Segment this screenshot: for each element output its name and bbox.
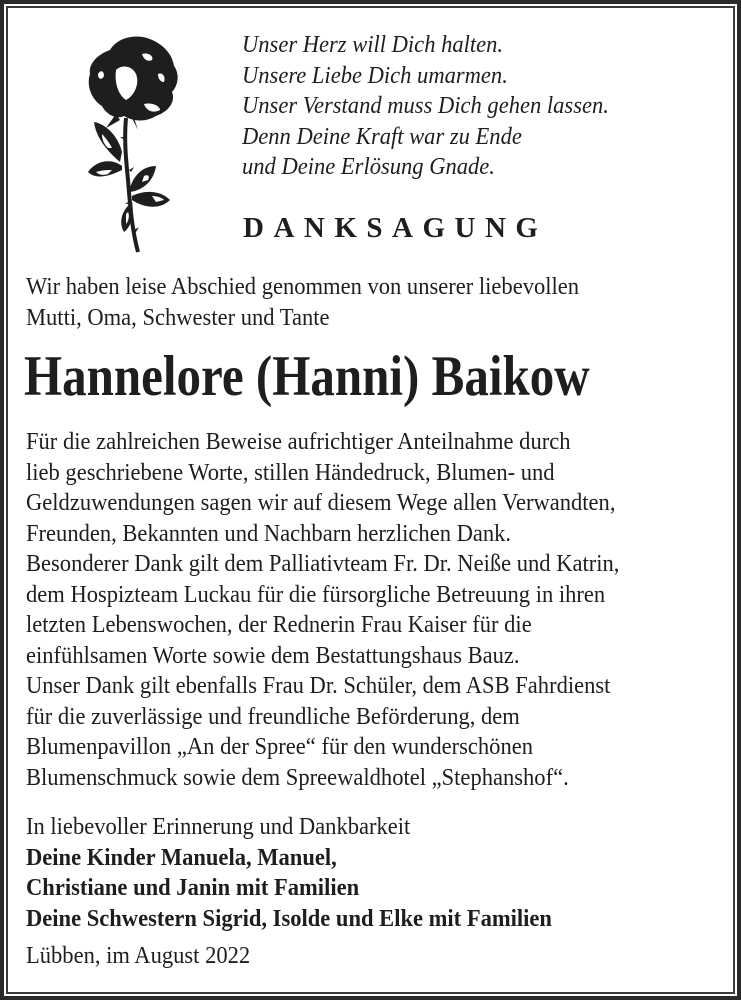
deceased-name: Hannelore (Hanni) Baikow <box>24 345 590 408</box>
poem <box>242 30 609 183</box>
signer-line: Deine Schwestern Sigrid, Isolde und Elke mit Familien <box>26 904 552 932</box>
intro-text <box>26 272 579 333</box>
thank-you-text <box>26 427 619 793</box>
body-line: Blumenpavillon „An der Spree“ für den wunderschönen <box>26 733 534 760</box>
rose-icon <box>72 30 182 255</box>
poem-line: und Deine Erlösung Gnade. <box>242 153 495 180</box>
signer-line: Christiane und Janin mit Familien <box>26 874 360 901</box>
intro-line: Mutti, Oma, Schwester und Tante <box>26 303 330 331</box>
intro-line: Wir haben leise Abschied genommen von unserer liebevollen <box>26 273 580 300</box>
body-line: letzten Lebenswochen, der Rednerin Frau Kaiser für die <box>26 611 532 638</box>
body-line: Geldzuwendungen sagen wir auf diesem Wege allen Verwandten, <box>26 489 616 516</box>
body-line: Blumenschmuck sowie dem Spreewaldhotel „Stephanshof“. <box>26 763 569 791</box>
body-line: für die zuverlässige und freundliche Beförderung, dem <box>26 702 520 730</box>
closing-line: In liebevoller Erinnerung und Dankbarkeit <box>26 813 411 840</box>
poem-line: Unser Herz will Dich halten. <box>242 31 504 58</box>
signer-line: Deine Kinder Manuela, Manuel, <box>26 843 337 871</box>
body-line: einfühlsamen Worte sowie dem Bestattungshaus Bauz. <box>26 641 520 669</box>
body-line: Unser Dank gilt ebenfalls Frau Dr. Schüler, dem ASB Fahrdienst <box>26 672 611 699</box>
notice-heading: DANKSAGUNG <box>243 212 548 244</box>
place-date: Lübben, im August 2022 <box>26 942 251 969</box>
poem-line: Unser Verstand muss Dich gehen lassen. <box>242 92 609 119</box>
body-line: dem Hospizteam Luckau für die fürsorgliche Betreuung in ihren <box>26 580 606 608</box>
body-line: lieb geschriebene Worte, stillen Händedruck, Blumen- und <box>26 458 555 486</box>
poem-line: Denn Deine Kraft war zu Ende <box>242 122 522 150</box>
body-line: Besonderer Dank gilt dem Palliativteam Fr. Dr. Neiße und Katrin, <box>26 550 620 577</box>
body-line: Freunden, Bekannten und Nachbarn herzlichen Dank. <box>26 519 512 547</box>
body-line: Für die zahlreichen Beweise aufrichtiger Anteilnahme durch <box>26 428 571 455</box>
closing-block <box>26 812 552 934</box>
poem-line: Unsere Liebe Dich umarmen. <box>242 61 508 89</box>
